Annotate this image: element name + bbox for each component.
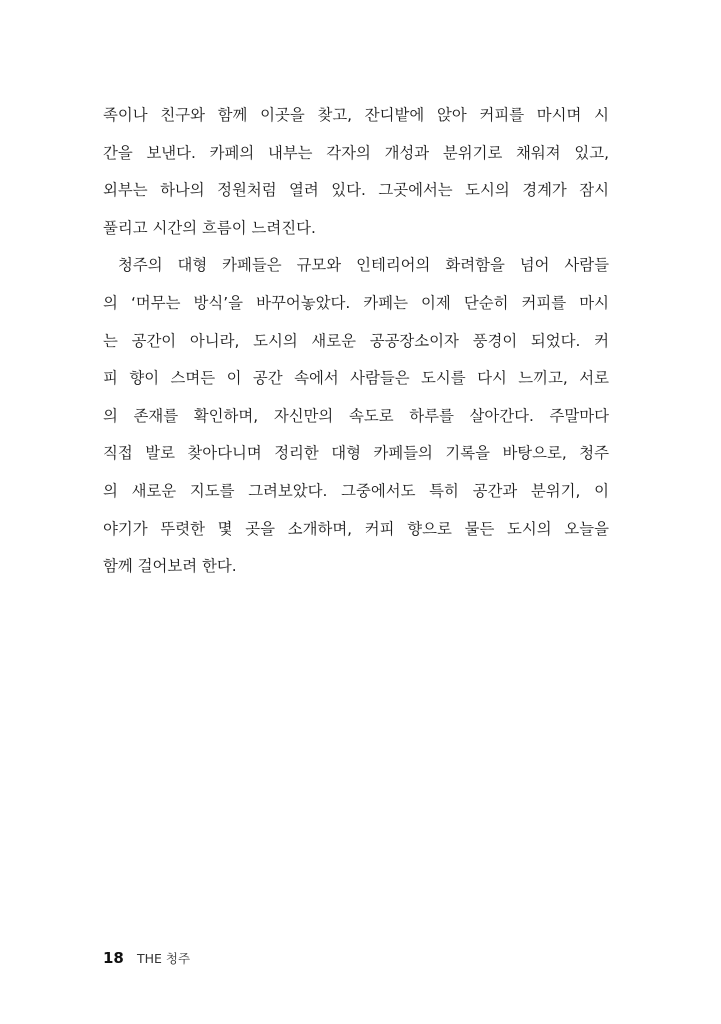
text-line: 간을 보낸다. 카페의 내부는 각자의 개성과 분위기로 채워져 있고,	[103, 143, 609, 162]
body-text	[103, 97, 609, 586]
text-line: 의 존재를 확인하며, 자신만의 속도로 하루를 살아간다. 주말마다	[103, 406, 609, 425]
text-line: 풀리고 시간의 흐름이 느려진다.	[103, 218, 316, 237]
text-line: 족이나 친구와 함께 이곳을 찾고, 잔디밭에 앉아 커피를 마시며 시	[103, 106, 609, 124]
paragraph-2	[103, 247, 609, 585]
page-footer	[103, 946, 190, 970]
running-head: THE 청주	[136, 951, 191, 966]
text-line: 청주의 대형 카페들은 규모와 인테리어의 화려함을 넘어 사람들	[118, 256, 609, 275]
text-line: 야기가 뚜렷한 몇 곳을 소개하며, 커피 향으로 물든 도시의 오늘을	[103, 519, 609, 538]
text-line: 의 새로운 지도를 그려보았다. 그중에서도 특히 공간과 분위기, 이	[103, 481, 609, 500]
paragraph-1	[103, 97, 609, 247]
page-number: 18	[103, 949, 124, 967]
text-line: 피 향이 스며든 이 공간 속에서 사람들은 도시를 다시 느끼고, 서로	[103, 369, 609, 388]
text-line: 는 공간이 아니라, 도시의 새로운 공공장소이자 풍경이 되었다. 커	[103, 331, 609, 350]
text-line: 함께 걸어보려 한다.	[103, 557, 237, 576]
text-line: 외부는 하나의 정원처럼 열려 있다. 그곳에서는 도시의 경계가 잠시	[103, 181, 609, 200]
text-line: 직접 발로 찾아다니며 정리한 대형 카페들의 기록을 바탕으로, 청주	[103, 444, 609, 463]
text-line: 의 ‘머무는 방식’을 바꾸어놓았다. 카페는 이제 단순히 커피를 마시	[103, 293, 609, 312]
